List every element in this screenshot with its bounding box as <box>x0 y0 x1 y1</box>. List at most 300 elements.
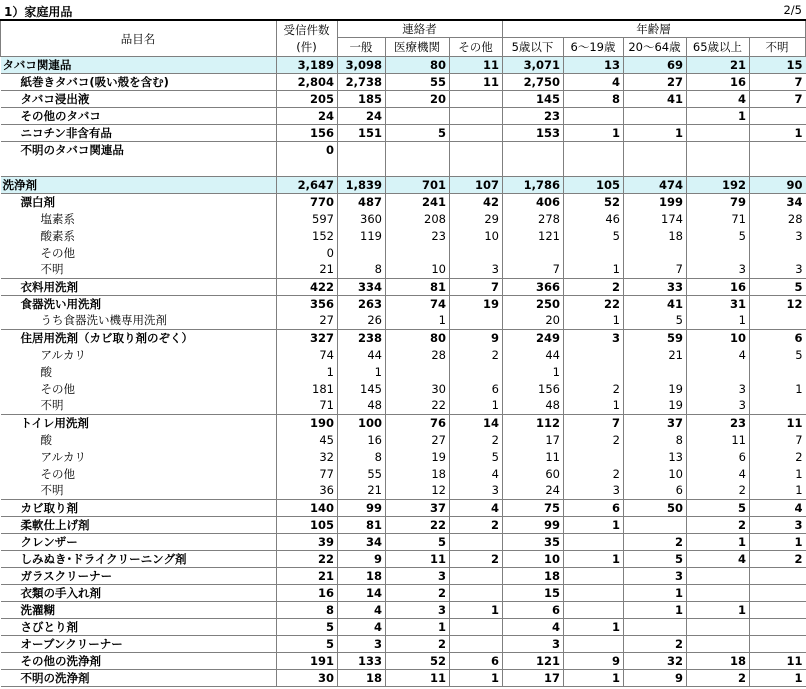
medical-cell: 19 <box>386 448 450 465</box>
general-cell: 16 <box>338 431 386 448</box>
age-6-19-cell: 46 <box>564 210 624 227</box>
other-cell: 3 <box>450 261 503 278</box>
subcategory-row <box>1 516 806 533</box>
other-cell <box>450 584 503 601</box>
age-6-19-cell: 4 <box>564 74 624 91</box>
age-65-cell: 2 <box>687 482 750 499</box>
general-cell: 3 <box>338 635 386 652</box>
item-name-cell: 洗浄剤 <box>1 176 277 193</box>
age-0-5-cell: 153 <box>503 125 564 142</box>
received-cell: 191 <box>277 652 338 669</box>
item-name-cell: 不明 <box>1 261 277 278</box>
medical-cell: 208 <box>386 210 450 227</box>
received-cell: 327 <box>277 329 338 346</box>
age-6-19-cell <box>564 584 624 601</box>
age-0-5-cell: 20 <box>503 312 564 329</box>
age-65-cell: 71 <box>687 210 750 227</box>
age-20-64-cell: 50 <box>624 499 687 516</box>
age-65-cell: 18 <box>687 652 750 669</box>
age-6-19-cell: 6 <box>564 499 624 516</box>
age-20-64-cell: 174 <box>624 210 687 227</box>
other-cell <box>450 533 503 550</box>
medical-cell: 80 <box>386 329 450 346</box>
age-0-5-cell: 48 <box>503 397 564 414</box>
medical-cell: 55 <box>386 74 450 91</box>
age-unknown-cell: 3 <box>750 516 806 533</box>
other-cell: 1 <box>450 669 503 686</box>
age-unknown-cell <box>750 397 806 414</box>
medical-cell: 11 <box>386 550 450 567</box>
age-20-64-cell: 27 <box>624 74 687 91</box>
received-cell: 5 <box>277 635 338 652</box>
received-cell: 2,647 <box>277 176 338 193</box>
age-6-19-cell: 5 <box>564 227 624 244</box>
general-cell: 18 <box>338 669 386 686</box>
subcategory-row <box>1 278 806 295</box>
age-unknown-cell: 7 <box>795 432 803 447</box>
age-65-cell <box>687 363 750 380</box>
general-cell: 21 <box>338 482 386 499</box>
age-65-cell: 3 <box>687 261 750 278</box>
age-0-5-cell: 75 <box>503 499 564 516</box>
general-cell: 8 <box>338 261 386 278</box>
received-cell: 39 <box>277 533 338 550</box>
other-cell <box>450 142 503 159</box>
subcategory-row <box>1 601 806 618</box>
age-unknown-cell: 7 <box>750 74 806 91</box>
age-0-5-cell: 10 <box>503 550 564 567</box>
age-0-5-cell: 4 <box>503 618 564 635</box>
medical-cell <box>386 108 450 125</box>
general-cell: 487 <box>338 193 386 210</box>
age-6-19-cell: 9 <box>564 652 624 669</box>
age-20-64-cell: 13 <box>624 448 687 465</box>
received-cell: 5 <box>277 618 338 635</box>
received-cell: 597 <box>277 210 338 227</box>
general-cell: 185 <box>338 91 386 108</box>
general-cell: 34 <box>338 533 386 550</box>
medical-cell: 3 <box>386 601 450 618</box>
age-20-64-header: 20～64歳 <box>624 38 687 57</box>
general-cell: 3,098 <box>338 57 386 74</box>
age-65-cell: 6 <box>687 448 750 465</box>
item-name-cell: 食器洗い用洗剤 <box>1 295 277 312</box>
age-65-cell: 5 <box>687 227 750 244</box>
medical-cell: 1 <box>386 312 450 329</box>
medical-cell: 22 <box>386 397 450 414</box>
age-20-64-cell: 9 <box>624 669 687 686</box>
age-6-19-cell: 2 <box>564 431 624 448</box>
age-65-cell <box>687 635 750 652</box>
medical-cell: 28 <box>386 346 450 363</box>
medical-cell: 22 <box>386 516 450 533</box>
medical-cell: 11 <box>386 669 450 686</box>
item-name-cell: 衣料用洗剤 <box>1 278 277 295</box>
received-label: 受信件数 <box>283 22 330 37</box>
received-unit: (件) <box>296 39 317 54</box>
medical-cell: 241 <box>386 193 450 210</box>
age-20-64-cell: 21 <box>624 346 687 363</box>
medical-cell: 20 <box>386 91 450 108</box>
age-0-5-cell: 278 <box>503 210 564 227</box>
age-unknown-cell: 34 <box>750 193 806 210</box>
general-cell: 26 <box>338 312 386 329</box>
detail-row <box>1 397 806 414</box>
age-0-5-cell <box>503 244 564 261</box>
received-cell: 140 <box>277 499 338 516</box>
age-65-cell: 16 <box>687 278 750 295</box>
received-cell: 30 <box>277 669 338 686</box>
medical-cell <box>386 142 450 159</box>
medical-cell: 80 <box>386 57 450 74</box>
age-unknown-cell: 2 <box>750 550 806 567</box>
medical-cell <box>386 244 450 261</box>
medical-cell: 10 <box>386 261 450 278</box>
general-cell: 145 <box>338 380 386 397</box>
general-cell: 48 <box>338 397 386 414</box>
general-cell: 100 <box>338 414 386 431</box>
item-name-cell: 紙巻きタバコ(吸い殻を含む) <box>1 74 277 91</box>
age-6-19-cell <box>564 159 624 177</box>
item-name-cell: その他 <box>1 380 277 397</box>
received-cell: 0 <box>277 142 338 159</box>
item-name-cell: 不明の洗浄剤 <box>1 669 277 686</box>
received-cell: 24 <box>277 108 338 125</box>
age-65-cell: 79 <box>687 193 750 210</box>
detail-row <box>1 346 806 363</box>
item-name-cell: タバコ関連品 <box>1 57 277 74</box>
detail-row <box>1 431 806 448</box>
age-20-64-cell: 41 <box>624 91 687 108</box>
age-20-64-cell: 1 <box>624 584 687 601</box>
age-0-5-cell: 23 <box>503 108 564 125</box>
item-name-cell: 漂白剤 <box>1 193 277 210</box>
age-unknown-cell: 1 <box>795 483 803 498</box>
age-0-5-cell: 7 <box>503 261 564 278</box>
age-65-cell: 21 <box>687 57 750 74</box>
age-20-64-cell: 19 <box>624 397 687 414</box>
subcategory-row <box>1 635 806 652</box>
received-cell: 205 <box>277 91 338 108</box>
medical-cell: 37 <box>386 499 450 516</box>
item-name-cell: 不明 <box>1 397 277 414</box>
general-cell: 263 <box>338 295 386 312</box>
age-unknown-cell: 12 <box>750 295 806 312</box>
table-header <box>1 20 806 57</box>
general-cell: 24 <box>338 108 386 125</box>
received-cell: 2,804 <box>277 74 338 91</box>
received-cell: 27 <box>277 312 338 329</box>
received-cell: 32 <box>277 448 338 465</box>
subcategory-row <box>1 669 806 686</box>
other-cell: 14 <box>450 414 503 431</box>
other-cell <box>450 108 503 125</box>
age-0-5-cell: 6 <box>503 601 564 618</box>
age-unknown-cell: 5 <box>750 278 806 295</box>
subcategory-row <box>1 567 806 584</box>
age-65-cell <box>687 159 750 177</box>
age-6-19-cell: 3 <box>564 329 624 346</box>
subcategory-row <box>1 414 806 431</box>
age-20-64-cell: 69 <box>624 57 687 74</box>
age-unknown-cell: 28 <box>787 211 803 226</box>
age-unknown-cell <box>750 601 806 618</box>
other-cell: 5 <box>450 448 503 465</box>
received-cell: 74 <box>277 346 338 363</box>
received-cell: 3,189 <box>277 57 338 74</box>
other-cell: 1 <box>450 397 503 414</box>
detail-row <box>1 261 806 278</box>
age-20-64-cell: 5 <box>624 550 687 567</box>
other-cell: 29 <box>450 210 503 227</box>
received-cell: 8 <box>277 601 338 618</box>
other-cell: 4 <box>450 499 503 516</box>
age-0-5-cell: 249 <box>503 329 564 346</box>
age-unknown-cell: 6 <box>750 329 806 346</box>
general-cell: 1 <box>338 363 386 380</box>
subcategory-row <box>1 652 806 669</box>
other-cell <box>450 635 503 652</box>
age-0-5-cell: 24 <box>503 482 564 499</box>
age-20-64-cell: 474 <box>624 176 687 193</box>
age-0-5-cell: 44 <box>503 346 564 363</box>
age-65-cell <box>687 618 750 635</box>
other-cell <box>450 125 503 142</box>
age-65-cell: 1 <box>687 601 750 618</box>
age-20-64-cell <box>624 618 687 635</box>
age-6-19-cell <box>564 567 624 584</box>
medical-cell: 18 <box>386 465 450 482</box>
other-cell: 2 <box>450 516 503 533</box>
item-name-header: 品目名 <box>1 20 277 57</box>
age-65-cell: 4 <box>687 91 750 108</box>
age-0-5-cell: 60 <box>503 465 564 482</box>
received-cell: 356 <box>277 295 338 312</box>
detail-row <box>1 227 806 244</box>
item-name-cell: トイレ用洗剤 <box>1 414 277 431</box>
age-65-cell <box>687 244 750 261</box>
age-6-19-cell: 1 <box>564 312 624 329</box>
age-20-64-cell: 3 <box>624 567 687 584</box>
age-unknown-cell <box>750 618 806 635</box>
received-cell: 1 <box>277 363 338 380</box>
age-0-5-cell: 112 <box>503 414 564 431</box>
age-0-5-cell: 3 <box>503 635 564 652</box>
age-65-cell: 3 <box>687 397 750 414</box>
age-6-19-cell: 1 <box>564 669 624 686</box>
received-count-header <box>277 20 338 57</box>
received-cell: 105 <box>277 516 338 533</box>
age-0-5-cell: 1 <box>503 363 564 380</box>
general-cell: 2,738 <box>338 74 386 91</box>
age-unknown-cell <box>750 108 806 125</box>
age-0-5-header: 5歳以下 <box>503 38 564 57</box>
age-20-64-cell: 1 <box>624 601 687 618</box>
received-cell: 21 <box>277 567 338 584</box>
other-cell: 9 <box>450 329 503 346</box>
item-name-cell: 不明のタバコ関連品 <box>1 142 277 159</box>
subcategory-row <box>1 125 806 142</box>
other-cell: 6 <box>450 652 503 669</box>
age-65-cell: 23 <box>687 414 750 431</box>
subcategory-row <box>1 533 806 550</box>
age-6-19-cell <box>564 363 624 380</box>
age-6-19-cell <box>564 533 624 550</box>
age-unknown-cell: 1 <box>795 381 803 396</box>
statistics-table <box>0 19 806 687</box>
general-cell: 1,839 <box>338 176 386 193</box>
other-cell: 11 <box>450 57 503 74</box>
item-name-cell: 住居用洗剤（カビ取り剤のぞく） <box>1 329 277 346</box>
item-name-cell <box>1 159 277 177</box>
detail-row <box>1 380 806 397</box>
general-cell: 9 <box>338 550 386 567</box>
medical-cell <box>386 363 450 380</box>
received-cell: 22 <box>277 550 338 567</box>
age-unknown-cell: 3 <box>795 262 803 277</box>
subcategory-row <box>1 91 806 108</box>
age-0-5-cell: 366 <box>503 278 564 295</box>
age-6-19-cell: 52 <box>564 193 624 210</box>
age-6-19-cell: 3 <box>564 482 624 499</box>
age-65-cell: 16 <box>687 74 750 91</box>
medical-cell: 23 <box>386 227 450 244</box>
other-cell: 3 <box>450 482 503 499</box>
medical-cell: 76 <box>386 414 450 431</box>
age-65-cell: 5 <box>687 499 750 516</box>
general-cell: 4 <box>338 601 386 618</box>
age-65-cell <box>687 584 750 601</box>
age-6-19-cell <box>564 601 624 618</box>
age-20-64-cell <box>624 244 687 261</box>
age-20-64-cell: 5 <box>624 312 687 329</box>
item-name-cell: アルカリ <box>1 448 277 465</box>
medical-cell: 2 <box>386 584 450 601</box>
age-0-5-cell: 18 <box>503 567 564 584</box>
other-cell: 11 <box>450 74 503 91</box>
detail-row <box>1 363 806 380</box>
age-20-64-cell: 2 <box>624 533 687 550</box>
age-20-64-cell <box>624 516 687 533</box>
medical-cell: 81 <box>386 278 450 295</box>
other-cell <box>450 91 503 108</box>
general-cell: 81 <box>338 516 386 533</box>
medical-cell: 1 <box>386 618 450 635</box>
age-unknown-cell: 5 <box>795 347 803 362</box>
age-6-19-cell: 1 <box>564 516 624 533</box>
general-cell <box>338 244 386 261</box>
other-cell <box>450 159 503 177</box>
item-name-cell: その他の洗浄剤 <box>1 652 277 669</box>
age-65-cell: 10 <box>687 329 750 346</box>
other-cell: 4 <box>450 465 503 482</box>
age-6-19-cell: 8 <box>564 91 624 108</box>
age-20-64-cell: 32 <box>624 652 687 669</box>
age-20-64-cell: 1 <box>624 125 687 142</box>
general-cell: 4 <box>338 618 386 635</box>
age-6-19-cell: 1 <box>564 125 624 142</box>
item-name-cell: その他 <box>1 465 277 482</box>
spacer-row <box>1 159 806 177</box>
general-cell: 44 <box>338 346 386 363</box>
age-unknown-cell <box>750 159 806 177</box>
age-0-5-cell: 17 <box>503 431 564 448</box>
age-20-64-cell: 199 <box>624 193 687 210</box>
age-6-19-cell: 1 <box>564 550 624 567</box>
item-name-cell: うち食器洗い機専用洗剤 <box>1 312 277 329</box>
age-0-5-cell: 406 <box>503 193 564 210</box>
item-name-cell: アルカリ <box>1 346 277 363</box>
age-unknown-cell <box>750 363 806 380</box>
age-0-5-cell: 1,786 <box>503 176 564 193</box>
age-20-64-cell: 2 <box>624 635 687 652</box>
age-0-5-cell: 2,750 <box>503 74 564 91</box>
general-cell: 360 <box>338 210 386 227</box>
age-0-5-cell: 156 <box>503 380 564 397</box>
general-cell <box>338 142 386 159</box>
item-name-cell: 酸 <box>1 431 277 448</box>
item-name-cell: カビ取り剤 <box>1 499 277 516</box>
item-name-cell: 衣類の手入れ剤 <box>1 584 277 601</box>
other-cell <box>450 244 503 261</box>
received-cell: 422 <box>277 278 338 295</box>
age-6-19-cell <box>564 448 624 465</box>
age-20-64-cell <box>624 159 687 177</box>
item-name-cell: 酸 <box>1 363 277 380</box>
other-header: その他 <box>450 38 503 57</box>
age-6-19-header: 6～19歳 <box>564 38 624 57</box>
medical-cell: 701 <box>386 176 450 193</box>
age-6-19-cell <box>564 244 624 261</box>
subcategory-row <box>1 499 806 516</box>
age-unknown-cell <box>750 142 806 159</box>
item-name-cell: しみぬき･ドライクリーニング剤 <box>1 550 277 567</box>
age-0-5-cell: 35 <box>503 533 564 550</box>
received-cell: 152 <box>277 227 338 244</box>
age-6-19-cell: 1 <box>564 397 624 414</box>
subcategory-row <box>1 295 806 312</box>
detail-row <box>1 312 806 329</box>
age-unknown-cell: 4 <box>750 499 806 516</box>
age-unknown-cell <box>750 635 806 652</box>
contact-group-header: 連絡者 <box>338 20 503 38</box>
age-20-64-cell: 10 <box>624 465 687 482</box>
category-row <box>1 176 806 193</box>
other-cell <box>450 363 503 380</box>
age-65-cell <box>687 125 750 142</box>
age-65-cell: 2 <box>687 669 750 686</box>
age-0-5-cell: 11 <box>503 448 564 465</box>
age-20-64-cell: 7 <box>624 261 687 278</box>
item-name-cell: タバコ浸出液 <box>1 91 277 108</box>
general-header: 一般 <box>338 38 386 57</box>
received-cell: 181 <box>277 380 338 397</box>
item-name-cell: その他のタバコ <box>1 108 277 125</box>
other-cell: 10 <box>450 227 503 244</box>
item-name-cell: クレンザー <box>1 533 277 550</box>
other-cell <box>450 618 503 635</box>
age-65-cell: 4 <box>687 465 750 482</box>
age-20-64-cell: 59 <box>624 329 687 346</box>
medical-header: 医療機関 <box>386 38 450 57</box>
age-65-cell: 4 <box>687 346 750 363</box>
other-cell: 1 <box>450 601 503 618</box>
medical-cell: 12 <box>386 482 450 499</box>
medical-cell: 74 <box>386 295 450 312</box>
other-cell: 7 <box>450 278 503 295</box>
age-0-5-cell: 250 <box>503 295 564 312</box>
age-0-5-cell: 15 <box>503 584 564 601</box>
